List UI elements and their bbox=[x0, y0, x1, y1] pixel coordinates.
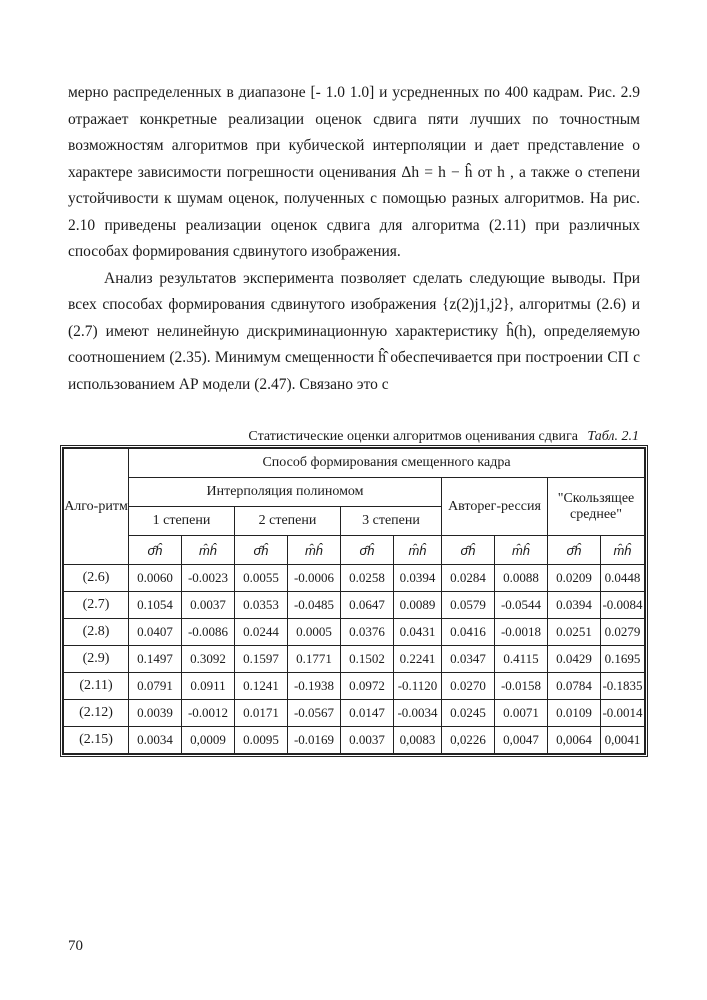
value-cell: 0.0209 bbox=[548, 565, 601, 592]
value-cell: 0.1054 bbox=[129, 592, 182, 619]
method-header-deg2: 2 степени bbox=[235, 507, 341, 536]
value-cell: 0.1771 bbox=[288, 646, 341, 673]
value-cell: 0,0041 bbox=[601, 727, 645, 754]
page-number: 70 bbox=[68, 938, 83, 954]
value-cell: 0.0353 bbox=[235, 592, 288, 619]
value-cell: 0.1695 bbox=[601, 646, 645, 673]
value-cell: 0,0226 bbox=[442, 727, 495, 754]
value-cell: 0.0005 bbox=[288, 619, 341, 646]
table-row bbox=[64, 727, 645, 754]
mean-symbol: m̂ĥ bbox=[394, 536, 442, 565]
value-cell: 0.0089 bbox=[394, 592, 442, 619]
value-cell: -0.1120 bbox=[394, 673, 442, 700]
algorithm-cell: (2.12) bbox=[64, 700, 129, 727]
method-header-deg3: 3 степени bbox=[341, 507, 442, 536]
value-cell: 0.0972 bbox=[341, 673, 394, 700]
algorithm-cell: (2.9) bbox=[64, 646, 129, 673]
table-body bbox=[64, 565, 645, 754]
group-header: Способ формирования смещенного кадра bbox=[129, 449, 645, 478]
value-cell: -0.0485 bbox=[288, 592, 341, 619]
table-row bbox=[64, 646, 645, 673]
value-cell: 0,0083 bbox=[394, 727, 442, 754]
value-cell: 0.0088 bbox=[495, 565, 548, 592]
method-header-deg1: 1 степени bbox=[129, 507, 235, 536]
value-cell: 0.2241 bbox=[394, 646, 442, 673]
table-row bbox=[64, 565, 645, 592]
value-cell: 0.0911 bbox=[182, 673, 235, 700]
value-cell: -0.0169 bbox=[288, 727, 341, 754]
sigma-symbol: σ̂ĥ bbox=[548, 536, 601, 565]
value-cell: -0.0023 bbox=[182, 565, 235, 592]
value-cell: 0.0034 bbox=[129, 727, 182, 754]
table-row bbox=[64, 619, 645, 646]
value-cell: 0.0037 bbox=[182, 592, 235, 619]
value-cell: 0.0071 bbox=[495, 700, 548, 727]
value-cell: 0.0245 bbox=[442, 700, 495, 727]
value-cell: 0.0448 bbox=[601, 565, 645, 592]
value-cell: 0.0394 bbox=[394, 565, 442, 592]
sigma-symbol: σ̂ĥ bbox=[341, 536, 394, 565]
value-cell: -0.0034 bbox=[394, 700, 442, 727]
body-text bbox=[68, 80, 640, 398]
value-cell: -0.1835 bbox=[601, 673, 645, 700]
algorithm-cell: (2.11) bbox=[64, 673, 129, 700]
table-row bbox=[64, 673, 645, 700]
table-caption-label: Табл. 2.1 bbox=[587, 429, 639, 444]
value-cell: 0.1597 bbox=[235, 646, 288, 673]
value-cell: 0.0284 bbox=[442, 565, 495, 592]
value-cell: 0.0270 bbox=[442, 673, 495, 700]
sigma-symbol: σ̂ĥ bbox=[129, 536, 182, 565]
stats-table bbox=[60, 445, 648, 757]
value-cell: -0.0158 bbox=[495, 673, 548, 700]
value-cell: 0,0009 bbox=[182, 727, 235, 754]
table-caption bbox=[248, 429, 639, 445]
value-cell: 0.0037 bbox=[341, 727, 394, 754]
value-cell: 0.0647 bbox=[341, 592, 394, 619]
value-cell: -0.0567 bbox=[288, 700, 341, 727]
value-cell: 0.0251 bbox=[548, 619, 601, 646]
table-row bbox=[64, 592, 645, 619]
value-cell: 0.0407 bbox=[129, 619, 182, 646]
sigma-symbol: σ̂ĥ bbox=[235, 536, 288, 565]
paragraph-2: Анализ результатов эксперимента позволяет сделать следующие выводы. При всех способах формирования сдвинутого изображения {z(2)j1,j2}, алгоритмы (2.6) и (2.7) имеют нелинейную дискриминационную характеристику ĥ(h), определяемую соотношением (2.35). Минимум смещенности ĥ̂ обеспечивается при построении СП с использованием АР модели (2.47). Связано это с bbox=[68, 269, 640, 393]
value-cell: -0.1938 bbox=[288, 673, 341, 700]
method-header-ma: "Скользящее среднее" bbox=[548, 478, 645, 536]
value-cell: 0.1497 bbox=[129, 646, 182, 673]
value-cell: -0.0014 bbox=[601, 700, 645, 727]
value-cell: -0.0086 bbox=[182, 619, 235, 646]
value-cell: 0.0244 bbox=[235, 619, 288, 646]
value-cell: 0.0791 bbox=[129, 673, 182, 700]
value-cell: 0.0347 bbox=[442, 646, 495, 673]
symbol-row bbox=[64, 536, 645, 565]
algorithm-cell: (2.15) bbox=[64, 727, 129, 754]
value-cell: 0.0279 bbox=[601, 619, 645, 646]
value-cell: 0.0394 bbox=[548, 592, 601, 619]
value-cell: -0.0018 bbox=[495, 619, 548, 646]
value-cell: 0.0109 bbox=[548, 700, 601, 727]
algorithm-cell: (2.6) bbox=[64, 565, 129, 592]
value-cell: 0.4115 bbox=[495, 646, 548, 673]
interp-header: Интерполяция полиномом bbox=[129, 478, 442, 507]
mean-symbol: m̂ĥ bbox=[288, 536, 341, 565]
value-cell: 0,0064 bbox=[548, 727, 601, 754]
value-cell: 0.0579 bbox=[442, 592, 495, 619]
table-row bbox=[64, 700, 645, 727]
value-cell: -0.0084 bbox=[601, 592, 645, 619]
method-header-ar: Авторег-рессия bbox=[442, 478, 548, 536]
value-cell: 0.0039 bbox=[129, 700, 182, 727]
algorithm-cell: (2.7) bbox=[64, 592, 129, 619]
value-cell: 0.1241 bbox=[235, 673, 288, 700]
algorithm-header: Алго-ритм bbox=[64, 449, 129, 565]
value-cell: 0.0055 bbox=[235, 565, 288, 592]
value-cell: 0.0416 bbox=[442, 619, 495, 646]
value-cell: 0.1502 bbox=[341, 646, 394, 673]
value-cell: 0.0429 bbox=[548, 646, 601, 673]
table-caption-title: Статистические оценки алгоритмов оценивания сдвига bbox=[248, 429, 578, 444]
value-cell: 0.0095 bbox=[235, 727, 288, 754]
sigma-symbol: σ̂ĥ bbox=[442, 536, 495, 565]
value-cell: 0.0060 bbox=[129, 565, 182, 592]
value-cell: -0.0006 bbox=[288, 565, 341, 592]
mean-symbol: m̂ĥ bbox=[182, 536, 235, 565]
value-cell: 0,0047 bbox=[495, 727, 548, 754]
value-cell: -0.0012 bbox=[182, 700, 235, 727]
value-cell: 0.0171 bbox=[235, 700, 288, 727]
value-cell: 0.0376 bbox=[341, 619, 394, 646]
value-cell: 0.3092 bbox=[182, 646, 235, 673]
mean-symbol: m̂ĥ bbox=[495, 536, 548, 565]
paragraph-1: мерно распределенных в диапазоне [- 1.0 1.0] и усредненных по 400 кадрам. Рис. 2.9 отражает конкретные реализации оценок сдвига пяти лучших по точностным возможностям алгоритмов при кубической интерполяции и дает представление о характере зависимости погрешности оценивания Δh = h − ĥ от h , а также о степени устойчивости к шумам оценок, полученных с помощью разных алгоритмов. На рис. 2.10 приведены реализации оценок сдвига для алгоритма (2.11) при различных способах формирования сдвинутого изображения. bbox=[68, 84, 640, 260]
value-cell: 0.0431 bbox=[394, 619, 442, 646]
algorithm-cell: (2.8) bbox=[64, 619, 129, 646]
mean-symbol: m̂ĥ bbox=[601, 536, 645, 565]
value-cell: 0.0258 bbox=[341, 565, 394, 592]
value-cell: 0.0147 bbox=[341, 700, 394, 727]
value-cell: 0.0784 bbox=[548, 673, 601, 700]
value-cell: -0.0544 bbox=[495, 592, 548, 619]
